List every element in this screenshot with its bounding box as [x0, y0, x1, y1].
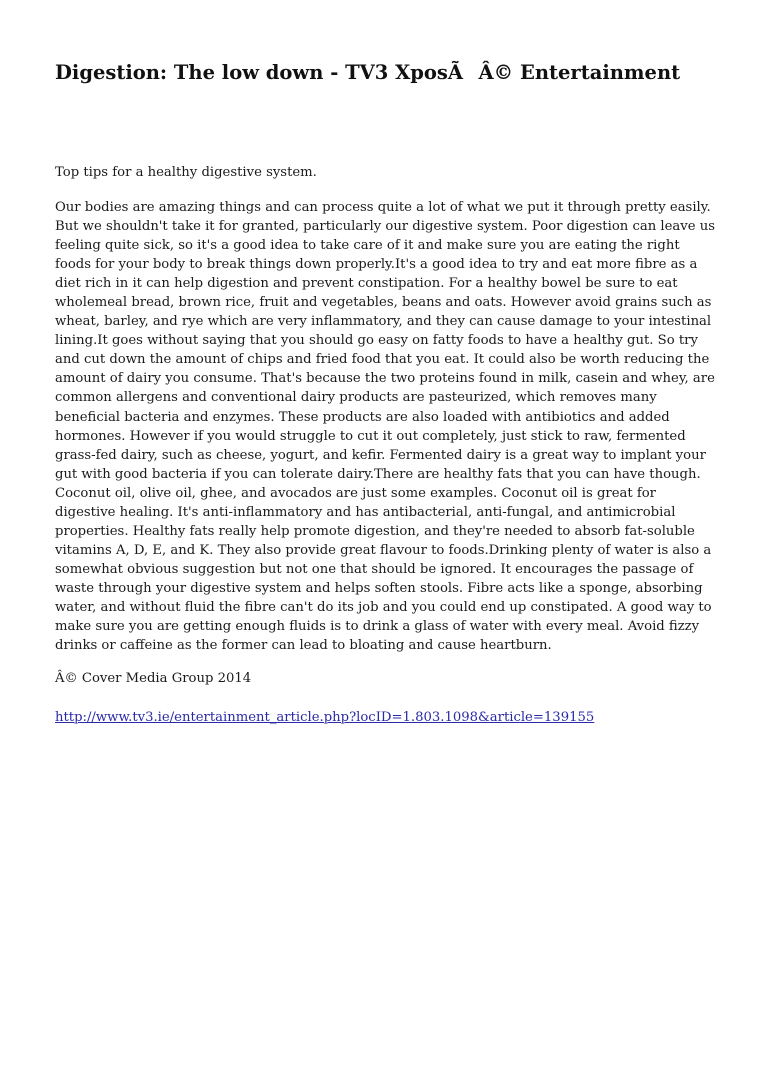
document-page — [55, 58, 715, 725]
document-subtitle: Top tips for a healthy digestive system. — [55, 165, 317, 180]
copyright-notice: Â© Cover Media Group 2014 — [55, 671, 252, 686]
document-title: Digestion: The low down - TV3 XposÃÂ© Entertainment — [55, 61, 681, 84]
source-link[interactable]: http://www.tv3.ie/entertainment_article.php?locID=1.803.1098&article=139155 — [55, 710, 595, 725]
article-body: Our bodies are amazing things and can process quite a lot of what we put it through pretty easily. But we shouldn't take it for granted, particularly our digestive system. Poor digestion can leave us feeling quite sick, so it's a good idea to take care of it and make sure you are eating the right foods for your body to break things down properly.It's a good idea to try and eat more fibre as a diet rich in it can help digestion and prevent constipation. For a healthy bowel be sure to eat wholemeal bread, brown rice, fruit and vegetables, beans and oats. However avoid grains such as wheat, barley, and rye which are very inflammatory, and they can cause damage to your intestinal lining.It goes without saying that you should go easy on fatty foods to have a healthy gut. So try and cut down the amount of chips and fried food that you eat. It could also be worth reducing the amount of dairy you consume. That's because the two proteins found in milk, casein and whey, are common allergens and conventional dairy products are pasteurized, which removes many beneficial bacteria and enzymes. These products are also loaded with antibiotics and added hormones. However if you would struggle to cut it out completely, just stick to raw, fermented grass-fed dairy, such as cheese, yogurt, and kefir. Fermented dairy is a great way to implant your gut with good bacteria if you can tolerate dairy.There are healthy fats that you can have though. Coconut oil, olive oil, ghee, and avocados are just some examples. Coconut oil is great for digestive healing. It's anti-inflammatory and has antibacterial, anti-fungal, and antimicrobial properties. Healthy fats really help promote digestion, and they're needed to absorb fat-soluble vitamins A, D, E, and K. They also provide great flavour to foods.Drinking plenty of water is also a somewhat obvious suggestion but not one that should be ignored. It encourages the passage of waste through your digestive system and helps soften stools. Fibre acts like a sponge, absorbing water, and without fluid the fibre can't do its job and you could end up constipated. A good way to make sure you are getting enough fluids is to drink a glass of water with every meal. Avoid fizzy drinks or caffeine as the former can lead to bloating and cause heartburn. — [55, 200, 715, 654]
